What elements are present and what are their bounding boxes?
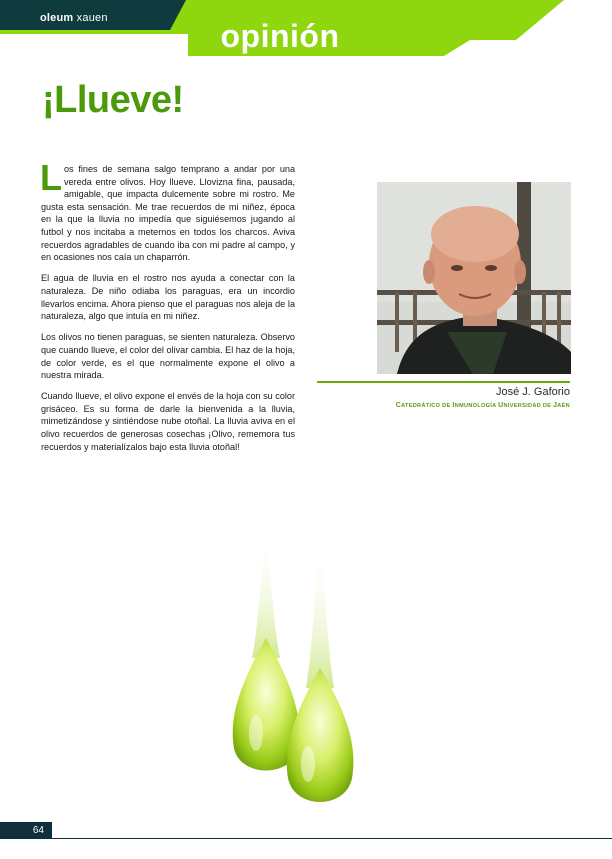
- article-body: [40, 157, 295, 462]
- footer-rule: [52, 838, 612, 839]
- section-title: opinión: [220, 18, 340, 54]
- paragraph-2: El agua de lluvia en el rostro nos ayuda a conectar con la naturaleza. De niño odiaba los paraguas, era un incordio llevarlos encima. Ahora pienso que el paraguas nos aleja de la naturaleza, algo que intuía en mi niñez.: [41, 273, 295, 322]
- author-role: CATEDRÁTICO DE INMUNOLOGÍA UNIVERSIDAD DE JAÉN: [395, 402, 570, 409]
- paragraph-3: Los olivos no tienen paraguas, se sienten naturaleza. Observo que cuando llueve, el color del olivar cambia. El haz de la hoja, de color verde, es el que normalmente expone el olivo a nuestra mirada.: [41, 332, 295, 381]
- paragraph-1: Los fines de semana salgo temprano a andar por una vereda entre olivos. Hoy llueve. Llovizna fina, pausada, amigable, que impacta dulcemente sobre mi rostro. Me gusta esta sensación. Me trae recuerdos de mi niñez, época en la que la lluvia no impedía que siguiésemos jugando al futbol y nos incitaba a meternos en todos los charcos. Aviva recuerdos agradables de cuando iba con mi padre al campo, y en ocasiones nos caía un chaparrón.: [40, 157, 295, 263]
- author-photo: [377, 182, 571, 374]
- article-title: ¡Llueve!: [42, 79, 184, 121]
- oil-drops-illustration: [228, 528, 378, 818]
- paragraph-4: Cuando llueve, el olivo expone el envés de la hoja con su color grisáceo. Es su forma de darle la bienvenida a la lluvia, mimetizándose y sintiéndose nube otoñal. La lluvia aviva en el olivo recuerdos de generosas cosechas ¡Olivo, rememora tus recuerdos y materialízalos bajo esta lluvia otoñal!: [41, 391, 295, 452]
- author-name: José J. Gaforio: [496, 386, 570, 398]
- drop-cap: L: [40, 157, 62, 198]
- page-number: 64: [0, 822, 52, 839]
- brand-logo: oleum xauen: [40, 12, 108, 24]
- drop-right: [287, 668, 354, 802]
- drop-trail-right: [306, 538, 334, 688]
- author-divider: [317, 381, 570, 383]
